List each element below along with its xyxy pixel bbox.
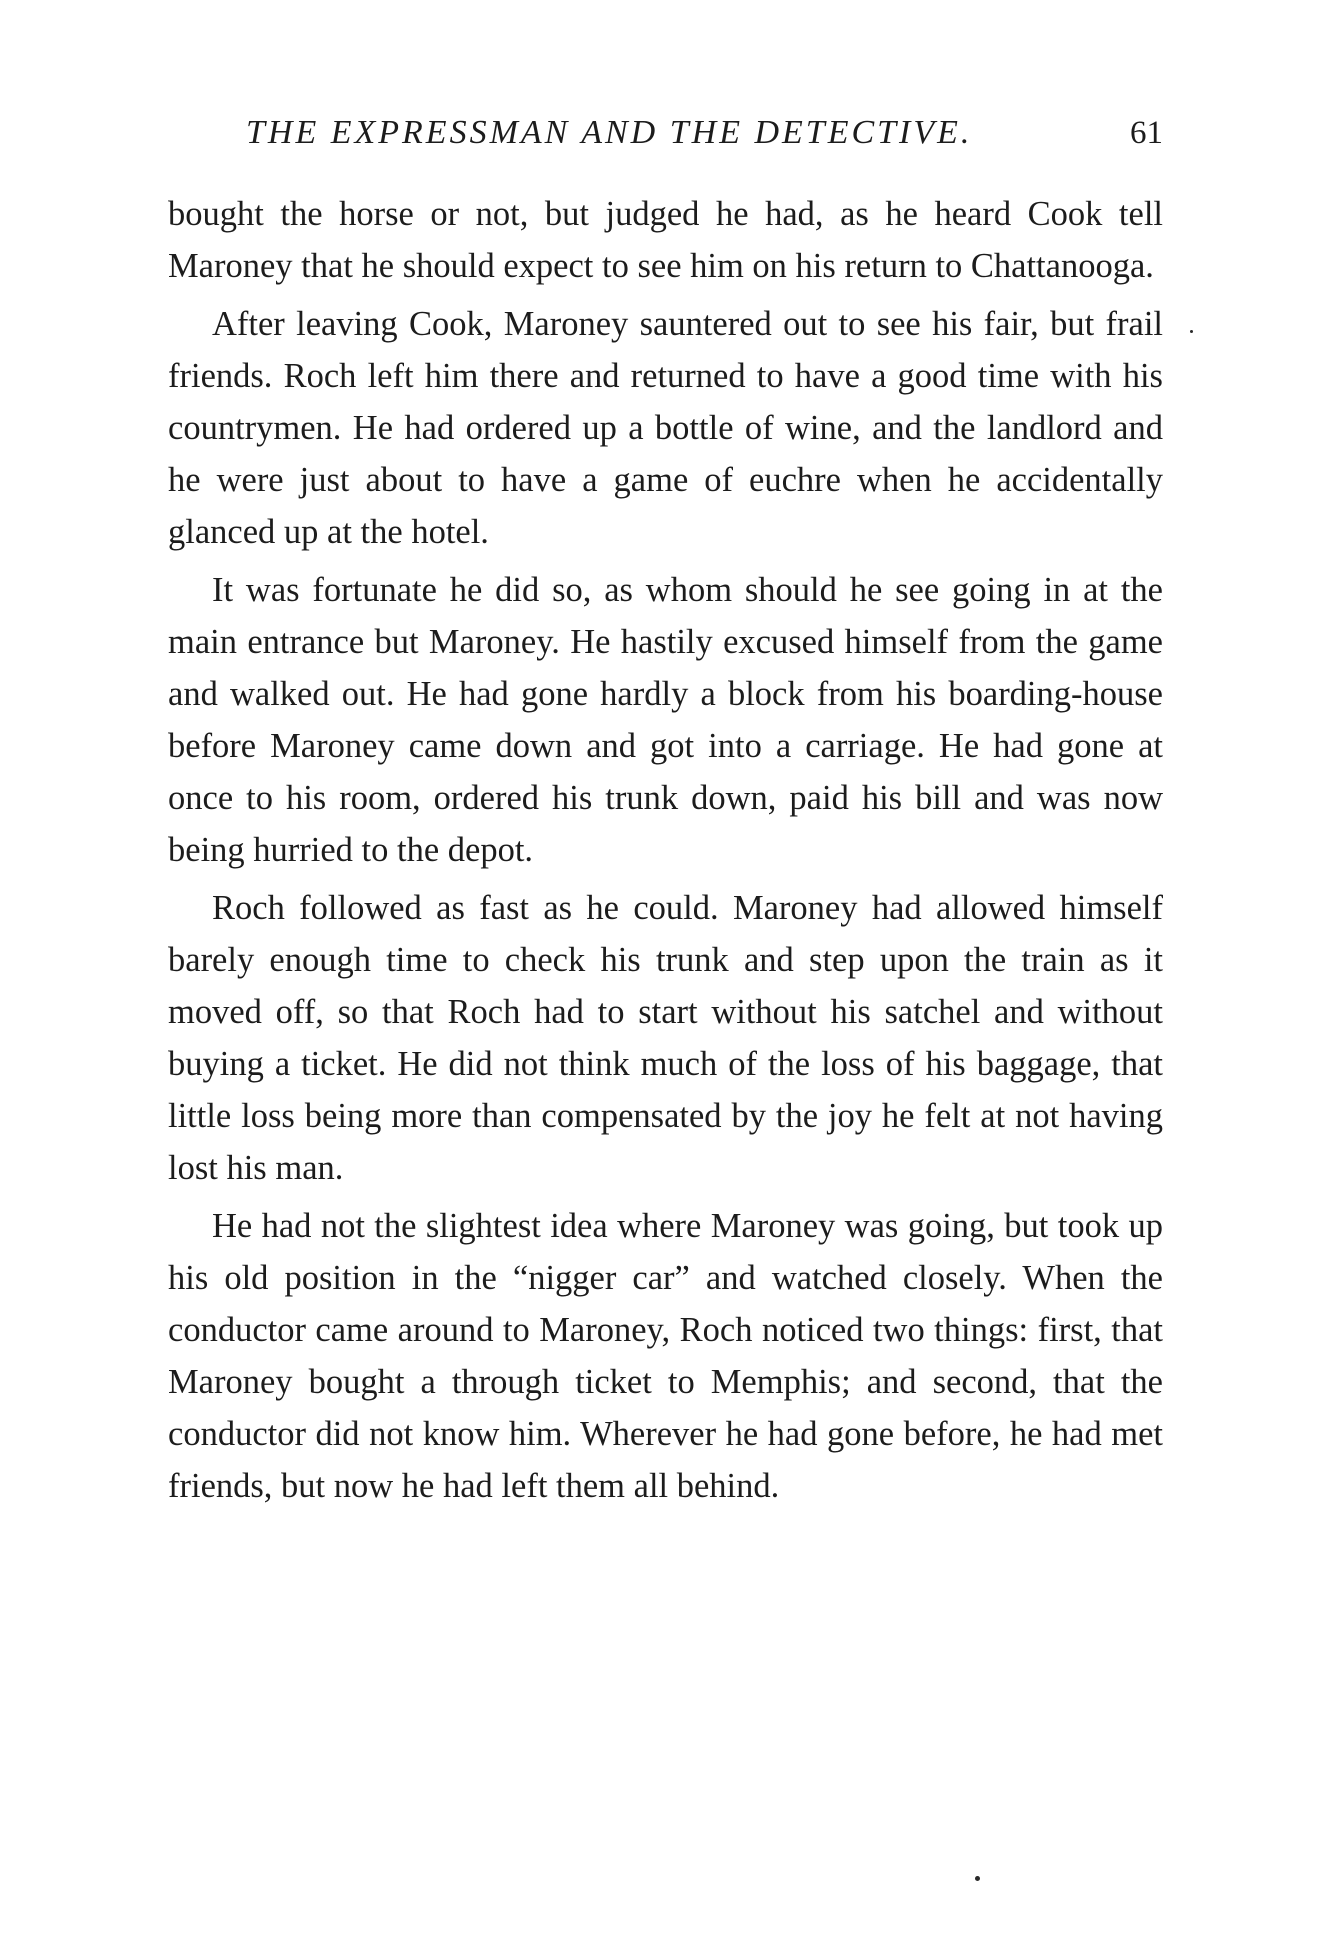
paragraph-continued: bought the horse or not, but judged he had, as he heard Cook tell Maroney that he should expect to see him on his return to Chattanooga. <box>168 195 1163 285</box>
page-number: 61 <box>1130 115 1163 151</box>
paragraph: Roch followed as fast as he could. Maroney had allowed himself barely enough time to check his trunk and step upon the train as it moved off, so that Roch had to start without his satchel and without buying a ticket. He did not think much of the loss of his baggage, that little loss being more than compensated by the joy he felt at not having lost his man. <box>168 889 1163 1187</box>
paper-speck <box>975 1876 980 1881</box>
running-head <box>168 108 1163 158</box>
body-text <box>168 188 1163 1518</box>
paper-speck <box>1190 330 1193 333</box>
running-title: THE EXPRESSMAN AND THE DETECTIVE. <box>246 114 973 151</box>
paragraph: It was fortunate he did so, as whom should he see going in at the main entrance but Maroney. He hastily excused himself from the game and walked out. He had gone hardly a block from his boarding-house before Maroney came down and got into a carriage. He had gone at once to his room, ordered his trunk down, paid his bill and was now being hurried to the depot. <box>168 571 1163 869</box>
paragraph: He had not the slightest idea where Maroney was going, but took up his old position in the “nigger car” and watched closely. When the conductor came around to Maroney, Roch noticed two things: first, that Maroney bought a through ticket to Memphis; and second, that the conductor did not know him. Wherever he had gone before, he had met friends, but now he had left them all behind. <box>168 1207 1163 1505</box>
paragraph: After leaving Cook, Maroney sauntered out to see his fair, but frail friends. Roch left him there and returned to have a good time with his countrymen. He had ordered up a bottle of wine, and the landlord and he were just about to have a game of euchre when he accidentally glanced up at the hotel. <box>168 305 1163 551</box>
